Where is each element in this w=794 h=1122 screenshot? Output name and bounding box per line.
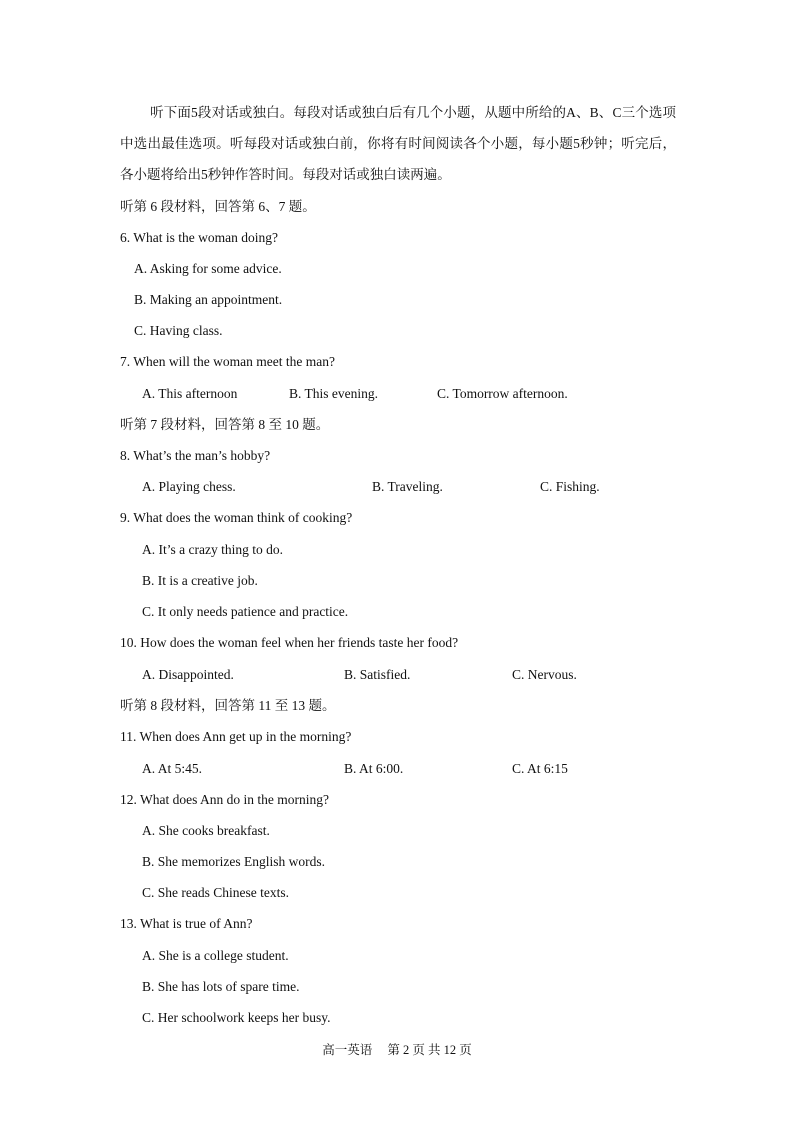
question-12-option-a: A. She cooks breakfast. bbox=[142, 823, 270, 838]
question-6-option-a: A. Asking for some advice. bbox=[134, 261, 282, 276]
question-12: 12. What does Ann do in the morning? bbox=[120, 792, 329, 807]
question-10: 10. How does the woman feel when her friends taste her food? bbox=[120, 635, 459, 650]
question-9: 9. What does the woman think of cooking? bbox=[120, 510, 353, 525]
question-8: 8. What’s the man’s hobby? bbox=[120, 448, 271, 463]
question-11: 11. When does Ann get up in the morning? bbox=[120, 729, 352, 744]
question-7: 7. When will the woman meet the man? bbox=[120, 354, 335, 369]
question-6-option-b: B. Making an appointment. bbox=[134, 292, 283, 307]
question-13: 13. What is true of Ann? bbox=[120, 916, 253, 931]
question-11-option-c: C. At 6:15 bbox=[512, 761, 568, 776]
section-header-8: 听第 8 段材料，回答第 11 至 13 题。 bbox=[120, 698, 336, 713]
footer-page-number: 第 2 页 共 12 页 bbox=[387, 1043, 472, 1057]
question-13-option-c: C. Her schoolwork keeps her busy. bbox=[142, 1010, 331, 1025]
question-8-option-c: C. Fishing. bbox=[540, 479, 600, 494]
section-header-6: 听第 6 段材料，回答第 6、7 题。 bbox=[120, 199, 316, 214]
instructions-text: 听下面5段对话或独白。每段对话或独白后有几个小题，从题中所给的A、B、C三个选项中选出最佳选项。听每段对话或独白前，你将有时间阅读各个小题，每小题5秒钟；听完后，各小题将给出5秒钟作答时间。每段对话或独白读两遍。 bbox=[120, 105, 676, 182]
question-12-option-c: C. She reads Chinese texts. bbox=[142, 885, 289, 900]
question-11-option-b: B. At 6:00. bbox=[344, 761, 404, 776]
question-7-option-a: A. This afternoon bbox=[142, 386, 238, 401]
question-11-option-a: A. At 5:45. bbox=[142, 761, 203, 776]
question-7-option-c: C. Tomorrow afternoon. bbox=[437, 386, 568, 401]
question-8-option-b: B. Traveling. bbox=[372, 479, 443, 494]
section-header-7: 听第 7 段材料，回答第 8 至 10 题。 bbox=[120, 417, 330, 432]
page-footer bbox=[0, 1040, 794, 1058]
question-6: 6. What is the woman doing? bbox=[120, 230, 278, 245]
instructions-paragraph bbox=[120, 97, 676, 190]
footer-subject: 高一英语 bbox=[322, 1043, 373, 1057]
question-6-option-c: C. Having class. bbox=[134, 323, 223, 338]
question-7-option-b: B. This evening. bbox=[289, 386, 378, 401]
question-12-option-b: B. She memorizes English words. bbox=[142, 854, 325, 869]
question-13-option-a: A. She is a college student. bbox=[142, 948, 289, 963]
question-10-option-a: A. Disappointed. bbox=[142, 667, 234, 682]
question-10-option-c: C. Nervous. bbox=[512, 667, 577, 682]
question-10-option-b: B. Satisfied. bbox=[344, 667, 411, 682]
question-13-option-b: B. She has lots of spare time. bbox=[142, 979, 300, 994]
question-9-option-c: C. It only needs patience and practice. bbox=[142, 604, 349, 619]
question-9-option-a: A. It’s a crazy thing to do. bbox=[142, 542, 283, 557]
question-9-option-b: B. It is a creative job. bbox=[142, 573, 258, 588]
question-8-option-a: A. Playing chess. bbox=[142, 479, 236, 494]
